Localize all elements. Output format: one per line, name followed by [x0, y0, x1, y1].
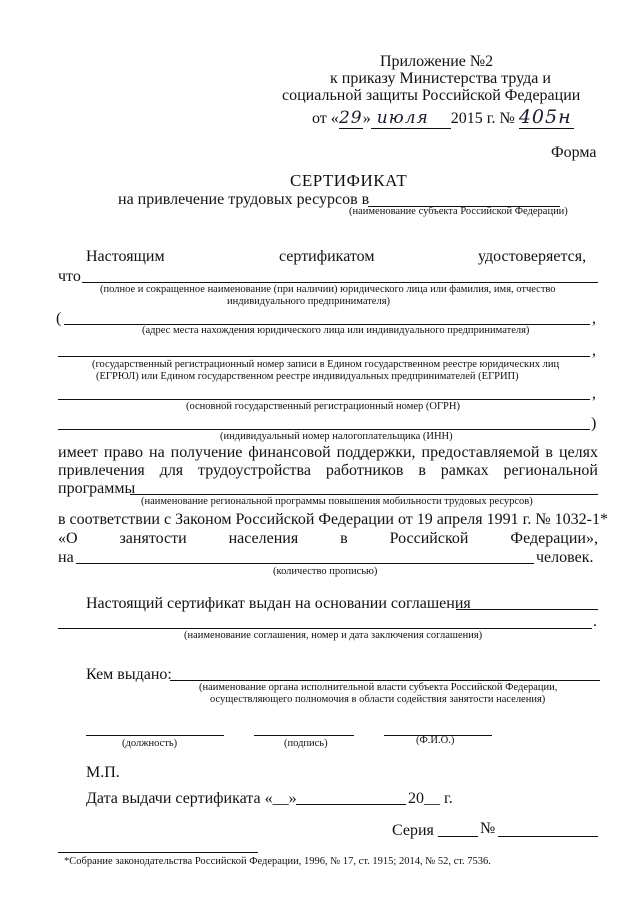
inn-caption: (индивидуальный номер налогоплательщика (ИНН)	[220, 431, 453, 442]
certifies-word-1: Настоящим	[86, 248, 165, 265]
position-caption: (должность)	[122, 738, 178, 749]
signature-field	[254, 735, 354, 736]
stamp-label: М.П.	[86, 764, 120, 781]
address-paren-open: (	[56, 310, 62, 327]
reg-number-comma: ,	[592, 342, 596, 359]
issue-date-field	[296, 804, 406, 805]
ogrn-field	[58, 399, 590, 400]
issue-year-label: 20__ г.	[408, 790, 453, 807]
series-field	[438, 836, 478, 837]
order-date-line	[312, 106, 574, 129]
issuer-field	[170, 680, 600, 681]
agreement-text: Настоящий сертификат выдан на основании соглашения	[86, 595, 471, 612]
program-caption: (наименование региональной программы повышения мобильности трудовых ресурсов)	[141, 496, 533, 507]
program-label: программы	[58, 480, 136, 497]
legal-name-caption-1: (полное и сокращенное наименование (при наличии) юридического лица или фамилия, имя, отчество	[100, 284, 556, 295]
handwritten-month: июля	[371, 108, 451, 129]
on-label: на	[58, 549, 74, 566]
date-prefix: от «	[312, 110, 339, 127]
quantity-field	[76, 563, 534, 564]
quantity-caption: (количество прописью)	[273, 566, 378, 577]
agreement-field-2	[58, 628, 592, 629]
ogrn-comma: ,	[592, 385, 596, 402]
series-label: Серия	[392, 822, 434, 839]
appendix-number: Приложение №2	[380, 53, 494, 70]
right-paragraph-line-2: привлечения для трудоустройства работников в рамках региональной	[58, 462, 598, 479]
reg-number-caption-2: (ЕГРЮЛ) или Едином государственном реестре индивидуальных предпринимателей (ЕГРИП)	[96, 371, 519, 382]
ogrn-caption: (основной государственный регистрационный номер (ОГРН)	[186, 401, 460, 412]
reg-number-caption-1: (государственный регистрационный номер записи в Едином государственном реестре юридических лиц	[92, 359, 560, 370]
right-paragraph-line-1: имеет право на получение финансовой поддержки, предоставляемой в целях	[58, 444, 598, 461]
issuer-caption-2: осуществляющего полномочия в области содействия занятости населения)	[210, 694, 546, 705]
address-caption: (адрес места нахождения юридического лица или индивидуального предпринимателя)	[142, 325, 530, 336]
certifies-word-2: сертификатом	[279, 248, 375, 265]
number-label: №	[480, 820, 496, 837]
position-field	[86, 735, 224, 736]
legal-name-caption-2: индивидуального предпринимателя)	[227, 296, 391, 307]
agreement-field-1	[456, 609, 598, 610]
ministry-name: социальной защиты Российской Федерации	[282, 87, 581, 104]
region-caption: (наименование субъекта Российской Федерации)	[349, 206, 568, 217]
handwritten-order-number: 405н	[519, 106, 574, 129]
fio-caption: (Ф.И.О.)	[416, 735, 455, 746]
law-reference-line-1: в соответствии с Законом Российской Федерации от 19 апреля 1991 г. № 1032-1*	[58, 511, 608, 528]
issuer-caption-1: (наименование органа исполнительной власти субъекта Российской Федерации,	[199, 682, 558, 693]
program-field	[130, 494, 598, 495]
agreement-caption: (наименование соглашения, номер и дата заключения соглашения)	[184, 630, 483, 641]
document-subtitle: на привлечение трудовых ресурсов в	[118, 191, 370, 208]
date-year: 2015 г. №	[450, 110, 515, 127]
legal-name-field	[82, 282, 598, 283]
form-label: Форма	[551, 144, 597, 161]
agreement-period: .	[593, 613, 597, 630]
order-reference: к приказу Министерства труда и	[330, 70, 551, 87]
date-mid: »	[362, 110, 371, 127]
document-title: СЕРТИФИКАТ	[290, 171, 408, 190]
issued-by-label: Кем выдано:	[86, 666, 172, 683]
signature-caption: (подпись)	[284, 738, 328, 749]
reg-number-field	[58, 356, 590, 357]
law-reference-line-2: «О занятости населения в Российской Федерации»,	[58, 530, 598, 547]
persons-label: человек.	[536, 549, 594, 566]
number-field	[498, 836, 598, 837]
that-label: что	[58, 268, 81, 285]
inn-paren-close: )	[591, 415, 597, 432]
certifies-word-3: удостоверяется,	[478, 248, 587, 265]
handwritten-day: 29	[338, 108, 363, 128]
footnote: *Собрание законодательства Российской Федерации, 1996, № 17, ст. 1915; 2014, № 52, ст. 7536.	[64, 856, 491, 867]
issue-date-label: Дата выдачи сертификата «__»	[86, 790, 297, 807]
inn-field	[58, 429, 590, 430]
address-comma: ,	[592, 310, 596, 327]
footnote-divider	[58, 852, 258, 853]
